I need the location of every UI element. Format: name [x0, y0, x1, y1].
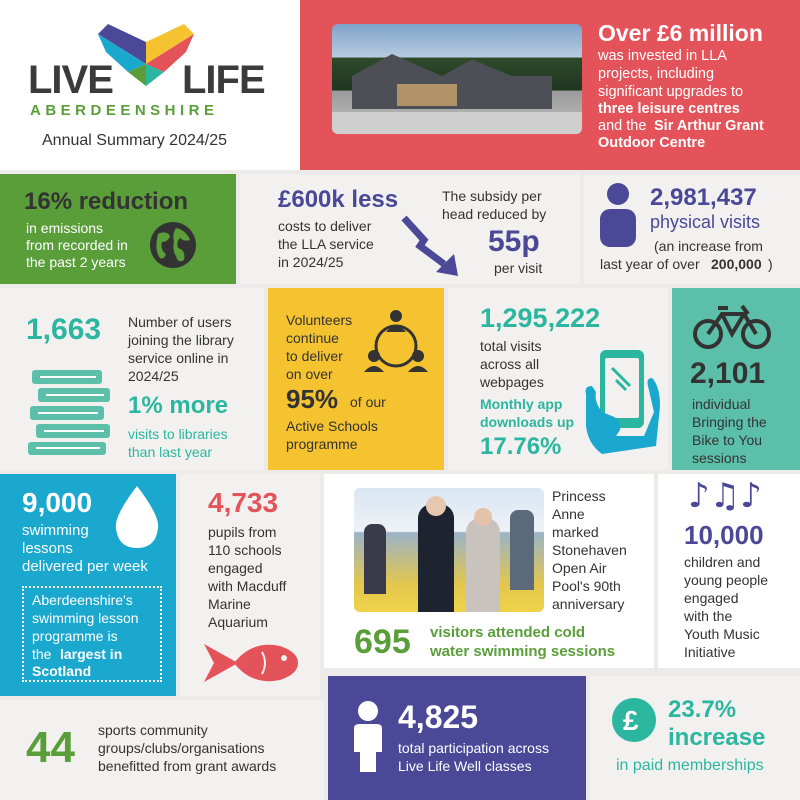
marine-line-2: 110 schools — [208, 542, 282, 558]
pool-line-2: Anne — [552, 506, 585, 522]
logo-word-live: LIVE — [28, 58, 113, 102]
volunteers-value: 95% — [286, 384, 339, 414]
bike-line-2: Bringing the — [692, 414, 767, 430]
pool-line-7: anniversary — [552, 596, 625, 612]
costs-line-2: the LLA service — [278, 236, 374, 252]
pool-line-5: Open Air — [552, 560, 607, 576]
investment-line-2: projects, including — [598, 66, 715, 82]
person-icon — [598, 182, 638, 248]
subsidy-line-1: The subsidy per — [442, 188, 542, 204]
app-value: 17.76% — [480, 433, 562, 460]
leisure-centre-photo — [332, 24, 582, 134]
marine-line-4: with Macduff — [208, 578, 287, 594]
visits-label: physical visits — [650, 212, 761, 232]
library-tile — [0, 288, 264, 470]
music-line-3: engaged — [684, 590, 739, 606]
pool-line-3: marked — [552, 524, 599, 540]
pool-visitors-2: water swimming sessions — [430, 643, 616, 660]
volunteers-line-6: programme — [286, 436, 358, 452]
water-drop-icon — [114, 486, 160, 550]
logo-word-life: LIFE — [182, 58, 265, 102]
swimming-line-3: delivered per week — [22, 558, 148, 575]
volunteers-suffix: of our — [350, 394, 386, 410]
investment-bold-1: three leisure centres — [598, 101, 740, 117]
marine-line-6: Aquarium — [208, 614, 268, 630]
investment-line-4: and the — [598, 118, 647, 134]
marine-line-3: engaged — [208, 560, 263, 576]
visits-value: 2,981,437 — [650, 184, 757, 211]
emissions-headline: 16% reduction — [24, 188, 189, 215]
pool-value: 695 — [354, 623, 411, 661]
pool-visitors-1: visitors attended cold — [430, 624, 586, 641]
subsidy-line-2: head reduced by — [442, 206, 547, 222]
bike-line-1: individual — [692, 396, 751, 412]
emissions-line-1: in emissions — [26, 220, 104, 236]
visits-note-bold: 200,000 — [711, 256, 762, 272]
app-line-2: downloads up — [480, 414, 575, 430]
bike-value: 2,101 — [690, 357, 766, 390]
costs-tile — [240, 174, 580, 284]
pool-tile — [324, 474, 654, 668]
volunteers-line-4: on over — [286, 366, 333, 382]
volunteers-tile — [268, 288, 444, 470]
library-more-2: than last year — [128, 444, 213, 460]
investment-bold-2: Sir Arthur Grant — [654, 118, 764, 134]
volunteers-line-5: Active Schools — [286, 418, 378, 434]
emissions-tile — [0, 174, 236, 284]
library-line-4: 2024/25 — [128, 368, 179, 384]
costs-line-3: in 2024/25 — [278, 254, 344, 270]
investment-bold-3: Outdoor Centre — [598, 135, 706, 151]
app-line-1: Monthly app — [480, 396, 563, 412]
swimming-value: 9,000 — [22, 487, 93, 518]
grants-line-2: groups/clubs/organisations — [98, 740, 265, 756]
music-line-1: children and — [684, 554, 761, 570]
costs-line-1: costs to deliver — [278, 218, 372, 234]
visits-note-2: last year of over — [600, 256, 700, 272]
swimming-box-5-bold: Scotland — [32, 663, 92, 679]
emissions-line-2: from recorded in — [26, 237, 128, 253]
investment-headline: Over £6 million — [598, 20, 763, 46]
bike-line-3: Bike to You — [692, 432, 763, 448]
costs-headline: £600k less — [278, 186, 399, 213]
pool-line-1: Princess — [552, 488, 606, 504]
volunteers-line-1: Volunteers — [286, 312, 353, 328]
music-line-2: young people — [684, 572, 769, 588]
investment-line-3: significant upgrades to — [598, 84, 744, 100]
wellclasses-value: 4,825 — [398, 699, 479, 735]
web-line-2: across all — [480, 356, 540, 372]
pool-line-6: Pool's 90th — [552, 578, 621, 594]
swimming-box-3: programme is — [32, 628, 118, 644]
web-line-3: webpages — [480, 374, 544, 390]
grants-value: 44 — [26, 723, 75, 772]
memberships-value: 23.7% — [668, 696, 737, 723]
globe-icon — [148, 220, 198, 270]
grants-line-1: sports community — [98, 722, 208, 738]
library-value: 1,663 — [26, 313, 102, 346]
princess-anne-photo — [354, 488, 544, 612]
books-icon — [26, 366, 116, 456]
memberships-line-1: in paid memberships — [616, 757, 764, 774]
music-value: 10,000 — [684, 520, 764, 550]
library-more: 1% more — [128, 392, 229, 419]
bike-tile — [672, 288, 800, 470]
fish-icon — [204, 638, 300, 688]
phone-in-hand-icon — [582, 346, 662, 458]
logo-tile — [0, 0, 300, 170]
subsidy-unit: per visit — [494, 260, 543, 276]
pool-line-4: Stonehaven — [552, 542, 627, 558]
swimming-box-4-pre: the — [32, 646, 52, 662]
marine-line-1: pupils from — [208, 524, 277, 540]
team-icon — [364, 308, 428, 378]
swimming-box-2: swimming lesson — [32, 610, 139, 626]
grants-line-3: benefitted from grant awards — [98, 758, 277, 774]
bicycle-icon — [692, 302, 772, 350]
volunteers-line-3: to deliver — [286, 348, 343, 364]
volunteers-line-2: continue — [286, 330, 339, 346]
emissions-line-3: the past 2 years — [26, 254, 126, 270]
memberships-tile — [590, 676, 800, 800]
music-notes-icon: ♪♫♪ — [688, 476, 762, 516]
visits-tile — [584, 174, 800, 284]
memberships-word: increase — [668, 724, 766, 751]
investment-tile — [300, 0, 800, 170]
logo-region: ABERDEENSHIRE — [30, 102, 219, 119]
swimming-line-2: lessons — [22, 540, 73, 557]
marine-tile — [180, 474, 320, 696]
visits-note-1: (an increase from — [654, 238, 763, 254]
pound-symbol: £ — [623, 705, 639, 736]
marine-value: 4,733 — [208, 487, 279, 518]
visits-note-end: ) — [768, 256, 773, 272]
marine-line-5: Marine — [208, 596, 251, 612]
wellclasses-tile — [328, 676, 586, 800]
swimming-box-4-bold: largest in — [60, 646, 123, 662]
wellclasses-line-1: total participation across — [398, 740, 549, 756]
music-line-6: Initiative — [684, 644, 736, 660]
bike-line-4: sessions — [692, 450, 747, 466]
investment-line-1: was invested in LLA — [598, 48, 727, 64]
report-subtitle: Annual Summary 2024/25 — [42, 132, 227, 149]
web-line-1: total visits — [480, 338, 542, 354]
person-silhouette-icon — [350, 700, 386, 772]
web-value: 1,295,222 — [480, 303, 601, 333]
library-line-3: service online in — [128, 350, 229, 366]
library-line-2: joining the library — [128, 332, 234, 348]
wellclasses-line-2: Live Life Well classes — [398, 758, 532, 774]
swimming-tile — [0, 474, 176, 696]
music-line-4: with the — [684, 608, 733, 624]
swimming-box-1: Aberdeenshire's — [32, 592, 133, 608]
music-tile — [658, 474, 800, 668]
subsidy-value: 55p — [488, 225, 540, 258]
music-line-5: Youth Music — [684, 626, 760, 642]
swimming-line-1: swimming — [22, 522, 89, 539]
library-more-1: visits to libraries — [128, 426, 228, 442]
web-tile — [448, 288, 668, 470]
grants-tile — [0, 700, 324, 800]
library-line-1: Number of users — [128, 314, 232, 330]
